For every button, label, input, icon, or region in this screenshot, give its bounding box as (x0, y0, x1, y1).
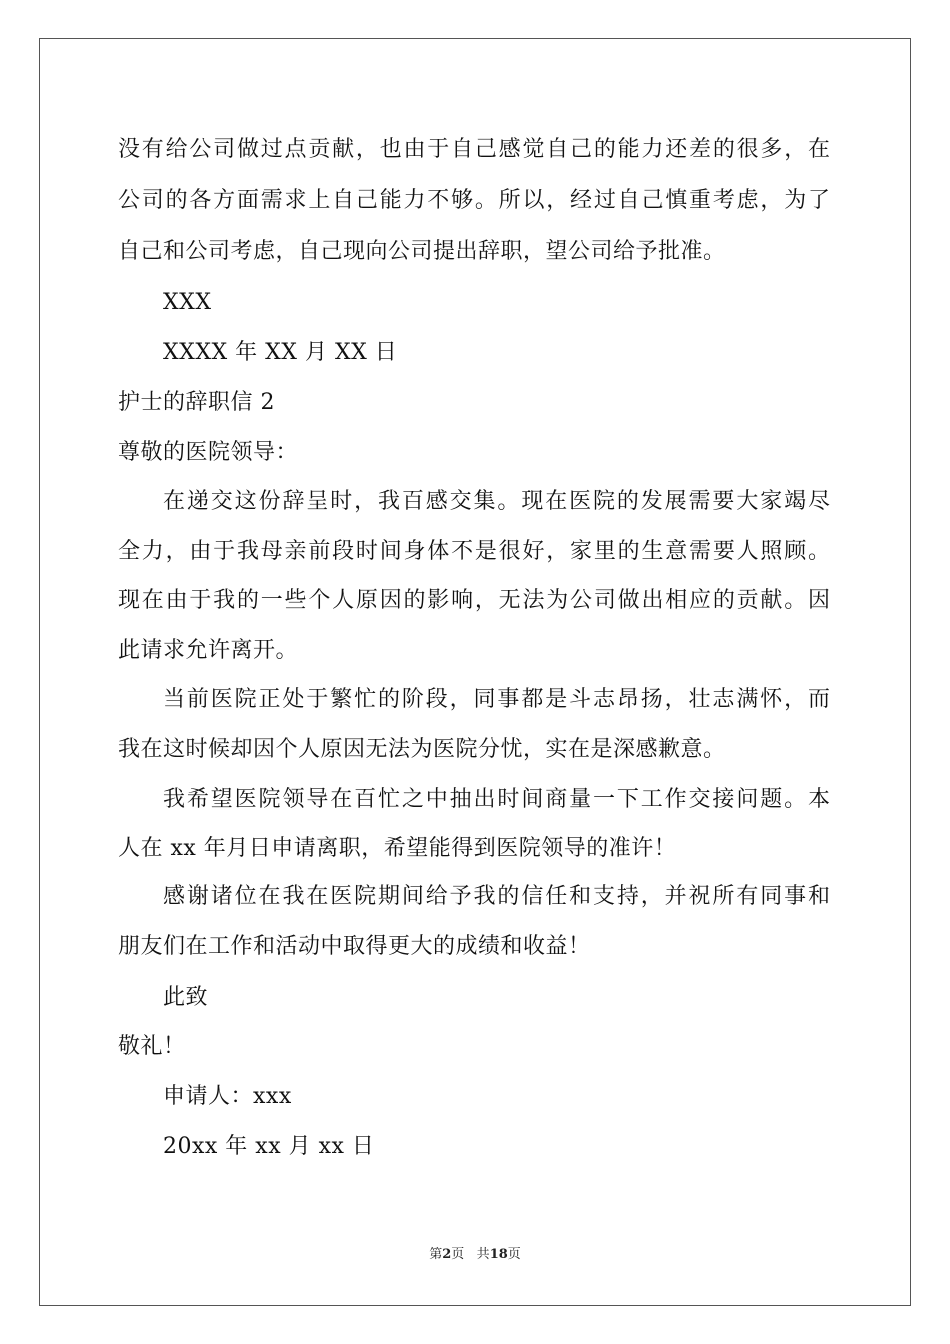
body-line: 现在由于我的一些个人原因的影响，无法为公司做出相应的贡献。因 (118, 588, 830, 613)
footer-total-suffix: 页 (507, 1247, 521, 1262)
body-line: 我在这时候却因个人原因无法为医院分忧，实在是深感歉意。 (118, 737, 726, 762)
page-frame (39, 38, 911, 1306)
body-line: 没有给公司做过点贡献，也由于自己感觉自己的能力还差的很多，在 (118, 137, 830, 162)
footer-total-prefix: 共 (476, 1247, 490, 1262)
body-line: 当前医院正处于繁忙的阶段，同事都是斗志昂扬，壮志满怀，而 (163, 687, 830, 712)
closing-line: 此致 (163, 985, 209, 1010)
page-footer (0, 1246, 950, 1264)
signature-date: XXXX 年 XX 月 XX 日 (163, 340, 398, 365)
footer-page-suffix: 页 (451, 1247, 465, 1262)
applicant-line: 申请人：xxx (163, 1084, 292, 1109)
body-line: 感谢诸位在我在医院期间给予我的信任和支持，并祝所有同事和 (163, 884, 830, 909)
footer-page-number: 2 (442, 1247, 452, 1262)
body-line: 此请求允许离开。 (118, 638, 299, 663)
body-line: 我希望医院领导在百忙之中抽出时间商量一下工作交接问题。本 (163, 787, 830, 812)
body-line: 在递交这份辞呈时，我百感交集。现在医院的发展需要大家竭尽 (163, 489, 830, 514)
body-line: 朋友们在工作和活动中取得更大的成绩和收益！ (118, 934, 591, 959)
date-line: 20xx 年 xx 月 xx 日 (163, 1134, 375, 1159)
footer-prefix: 第 (429, 1247, 443, 1262)
signature-name: XXX (163, 290, 212, 315)
body-line: 自己和公司考虑，自己现向公司提出辞职，望公司给予批准。 (118, 239, 726, 264)
closing-regards: 敬礼！ (118, 1034, 186, 1059)
section-title: 护士的辞职信 2 (118, 390, 275, 415)
body-line: 人在 xx 年月日申请离职，希望能得到医院领导的准许！ (118, 836, 677, 861)
body-line: 全力，由于我母亲前段时间身体不是很好，家里的生意需要人照顾。 (118, 539, 830, 564)
footer-total-pages: 18 (489, 1247, 508, 1262)
body-line: 公司的各方面需求上自己能力不够。所以，经过自己慎重考虑，为了 (118, 188, 830, 213)
salutation: 尊敬的医院领导： (118, 440, 299, 465)
